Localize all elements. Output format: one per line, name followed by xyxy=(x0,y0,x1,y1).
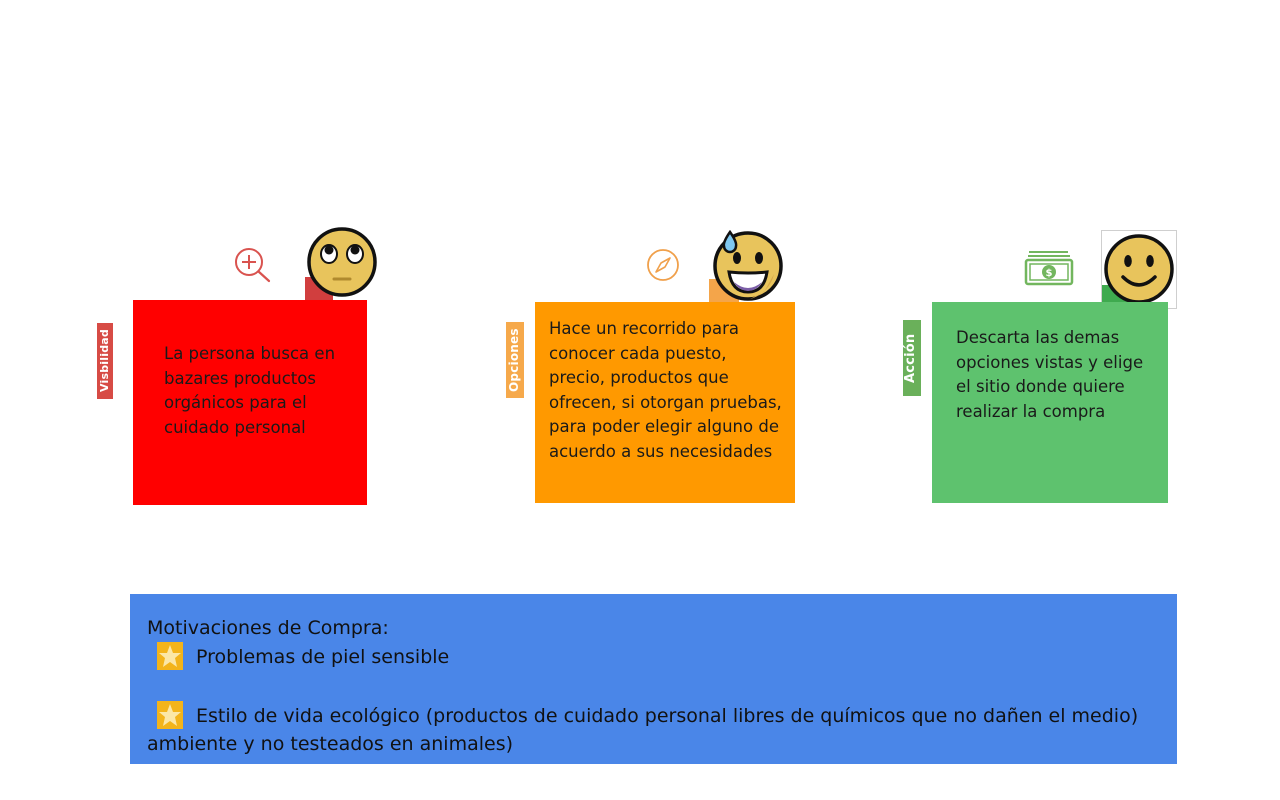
star-icon xyxy=(157,701,183,729)
rolling-eyes-face-icon xyxy=(304,227,380,299)
stage-text-opciones: Hace un recorrido para conocer cada puesto, precio, productos que ofrecen, si otorgan pruebas, para poder elegir alguno de acuerdo a sus necesidades xyxy=(549,319,782,461)
motivation-text: Problemas de piel sensible xyxy=(196,646,450,668)
money-icon xyxy=(1024,248,1074,286)
grinning-sweat-face-icon xyxy=(710,230,788,304)
motivation-item xyxy=(147,701,1161,758)
stage-label-visibilidad: Visbilidad xyxy=(97,323,113,399)
motivation-text: Estilo de vida ecológico (productos de cuidado personal libres de químicos que no dañen el medio) ambiente y no testeados en animales) xyxy=(147,705,1139,755)
stage-text-accion: Descarta las demas opciones vistas y elige el sitio donde quiere realizar la compra xyxy=(956,328,1144,421)
stage-card-visibilidad xyxy=(133,300,367,505)
star-icon xyxy=(157,642,183,670)
stage-label-opciones: Opciones xyxy=(506,322,524,398)
motivations-panel xyxy=(130,594,1177,764)
zoom-in-icon xyxy=(233,246,273,284)
stage-card-opciones xyxy=(535,302,795,503)
stage-text-visibilidad: La persona busca en bazares productos orgánicos para el cuidado personal xyxy=(164,344,336,437)
stage-label-accion: Acción xyxy=(903,320,921,396)
motivation-item xyxy=(147,642,1161,671)
stage-card-accion xyxy=(932,302,1168,503)
motivations-title: Motivaciones de Compra: xyxy=(147,617,389,639)
compass-icon xyxy=(646,248,680,282)
svg-text:$: $ xyxy=(1045,268,1053,279)
smiling-face-icon xyxy=(1101,233,1177,305)
